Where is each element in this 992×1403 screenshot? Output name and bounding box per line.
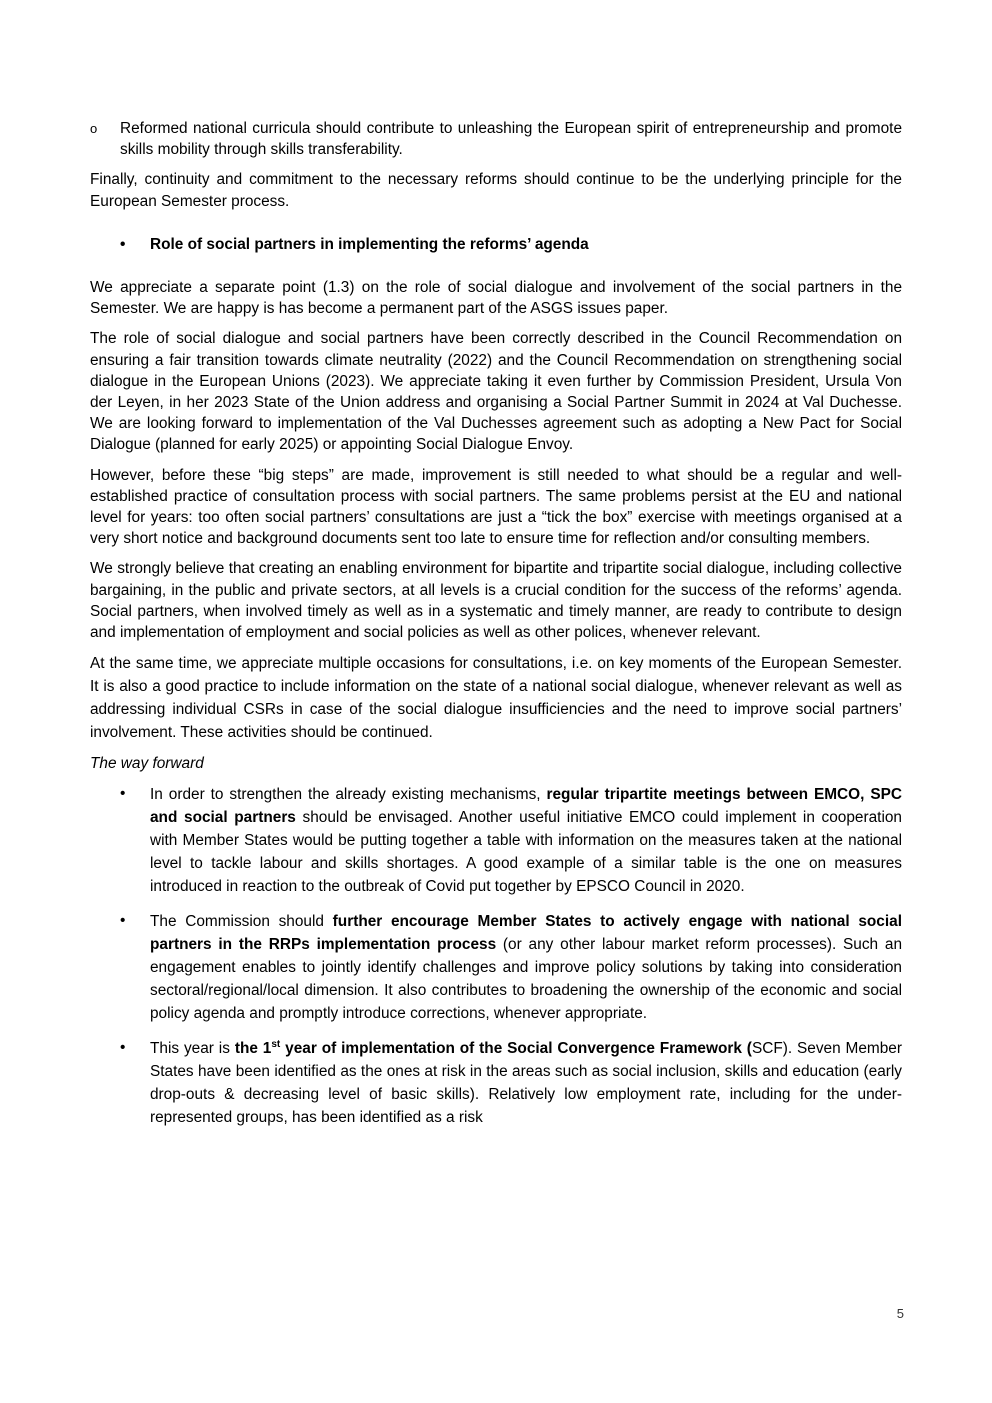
paragraph: We appreciate a separate point (1.3) on the role of social dialogue and involvement of the social partners in the Semester. We are happy is has become a permanent part of the ASGS issues paper. [90, 279, 902, 318]
way-forward-heading: The way forward [90, 755, 204, 773]
paragraph-intro: Finally, continuity and commitment to the necessary reforms should continue to be the underlying principle for the European Semester process. [90, 171, 902, 210]
page-number: 5 [896, 1306, 904, 1321]
paragraph: At the same time, we appreciate multiple occasions for consultations, i.e. on key moments of the European Semester. It is also a good practice to include information on the state of a national social dialogue, whenever relevant as well as addressing individual CSRs in case of the social dialogue insufficiencies and the need to improve social partners’ involvement. These activities should be continued. [90, 655, 902, 742]
circle-bullet-icon: o [90, 121, 98, 136]
paragraph: However, before these “big steps” are made, improvement is still needed to what should be a regular and well-established practice of consultation process with social partners. The same problems persist at the EU and national level for years: too often social partners’ consultations are just a “tick the box” exercise with meetings organised at a very short notice and background documents sent too late to ensure time for reflection and/or consulting members. [90, 466, 902, 548]
paragraph: We strongly believe that creating an enabling environment for bipartite and tripartite social dialogue, including collective bargaining, in the public and private sectors, at all levels is a crucial condition for the success of the reforms’ agenda. Social partners, when involved timely as well as in a systematic and timely manner, are ready to contribute to design and implementation of employment and social policies as well as other polices, whenever relevant. [90, 560, 902, 642]
bullet-dot-icon: • [120, 785, 126, 803]
list-item-text: This year is the 1st year of implementation of the Social Convergence Framework (SCF). Seven Member States have been identified as the ones at risk in the areas such as social inclusion, skills and education (early drop-outs & decreasing level of basic skills). Relatively low employment rate, including for the under-represented groups, has been identified as a risk [150, 1039, 902, 1127]
list-item [90, 1037, 902, 1129]
section-heading-text: Role of social partners in implementing the reforms’ agenda [150, 235, 589, 253]
bullet-dot-icon: • [120, 235, 126, 253]
list-item [90, 910, 902, 1025]
section-heading [90, 234, 902, 255]
document-page [90, 118, 902, 1141]
sub-bullet-text: Reformed national curricula should contribute to unleashing the European spirit of entrepreneurship and promote skills mobility through skills transferability. [120, 120, 902, 159]
list-item [90, 783, 902, 898]
sub-bullet-item [0, 118, 902, 160]
paragraph: The role of social dialogue and social partners have been correctly described in the Council Recommendation on ensuring a fair transition towards climate neutrality (2022) and the Council Recommendation on strengthening social dialogue in the European Unions (2023). We appreciate taking it even further by Commission President, Ursula Von der Leyen, in her 2023 State of the Union address and organising a Social Partner Summit in 2024 at Val Duchesse. We are looking forward to implementation of the Val Duchesses agreement such as adopting a New Pact for Social Dialogue (planned for early 2025) or appointing Social Dialogue Envoy. [90, 330, 902, 454]
list-item-text: The Commission should further encourage Member States to actively engage with national social partners in the RRPs implementation process (or any other labour market reform processes). Such an engagement enables to jointly identify challenges and improve policy solutions by taking into consideration sectoral/regional/local dimension. It also contributes to broadening the ownership of the economic and social policy agenda and promptly introduce corrections, whenever appropriate. [150, 913, 903, 1023]
bullet-dot-icon: • [120, 1039, 126, 1057]
bullet-dot-icon: • [120, 912, 126, 930]
list-item-text: In order to strengthen the already existing mechanisms, regular tripartite meetings between EMCO, SPC and social partners should be envisaged. Another useful initiative EMCO could implement in cooperation with Member States would be putting together a table with information on the measures taken at the national level to tackle labour and skills shortages. A good example of a similar table is the one on measures introduced in reaction to the outbreak of Covid put together by EPSCO Council in 2020. [150, 786, 902, 896]
